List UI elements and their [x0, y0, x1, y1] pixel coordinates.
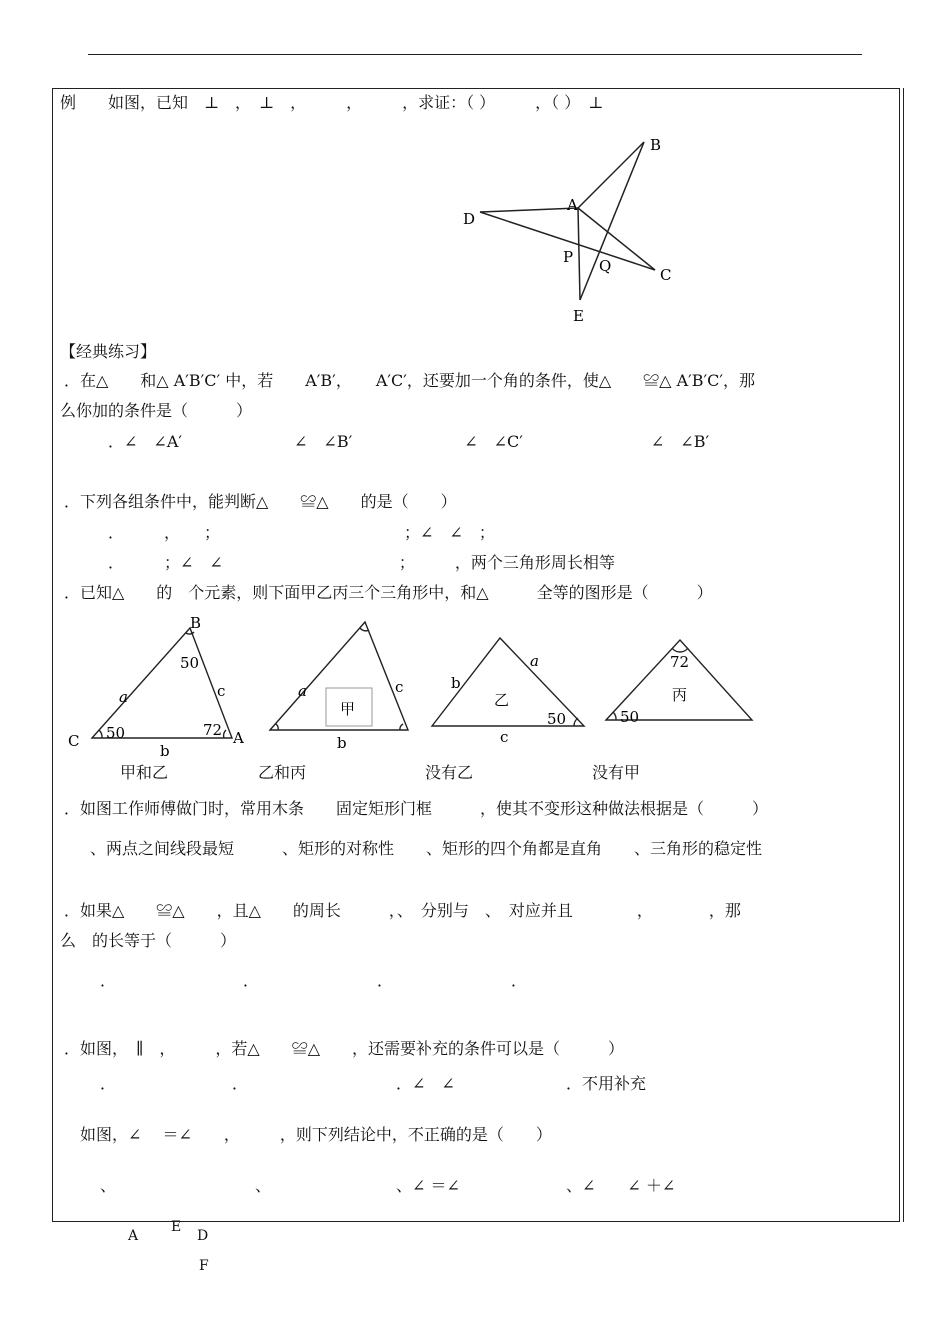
label-E: E — [573, 307, 584, 325]
t1-label-C: C — [68, 732, 80, 750]
q1-options: ．∠ ∠A′ ∠ ∠B′ ∠ ∠C′ ∠ ∠B′ — [108, 432, 710, 451]
t3-side-a: a — [530, 652, 539, 670]
example-statement: 例 如图，已知 ⊥ ， ⊥ ， ， ，求证：（ ） ，（ ） ⊥ — [60, 93, 604, 112]
example-figure — [440, 130, 700, 330]
bottom-label-D: D — [197, 1228, 209, 1244]
t3-angle: 50 — [547, 710, 567, 728]
q5-option-2: ． — [243, 971, 260, 990]
t1-angle-A: 72 — [203, 721, 223, 739]
t3-side-b: b — [451, 674, 461, 692]
q7-option-4: 、∠ ∠ ＋∠ — [566, 1176, 676, 1195]
q5-stem-cont: 么 的长等于（ ） — [60, 931, 237, 950]
segment-BE — [580, 142, 644, 300]
q4-stem: ．如图工作师傅做门时，常用木条 固定矩形门框 ，使其不变形这种做法根据是（ ） — [64, 799, 769, 818]
q5-option-1: ． — [100, 971, 117, 990]
q1-stem: ．在△ 和△ A′B′C′ 中，若 A′B′， A′C′，还要加一个角的条件，使△ ≌△ A′B′C′，那 — [64, 371, 756, 390]
q5-option-4: ． — [511, 971, 528, 990]
t2-name: 甲 — [340, 700, 356, 718]
q6-stem: ．如图， ∥ ， ，若△ ≌△ ，还需要补充的条件可以是（ ） — [64, 1039, 625, 1058]
label-A: A — [567, 196, 578, 214]
q2-options-row2: ． ；∠ ∠ ； ，两个三角形周长相等 — [108, 553, 615, 572]
q3-option-4: 没有甲 — [592, 763, 641, 782]
t1-angle-C: 50 — [106, 724, 126, 742]
label-D: D — [463, 210, 476, 228]
section-title: 【经典练习】 — [60, 342, 157, 361]
segment-AC — [578, 208, 655, 270]
q7-option-2: 、 — [255, 1176, 272, 1195]
q3-option-1: 甲和乙 — [120, 763, 169, 782]
q4-options: 、两点之间线段最短 、矩形的对称性 、矩形的四个角都是直角 、三角形的稳定性 — [90, 839, 763, 858]
t1-side-b: b — [160, 742, 170, 758]
segment-AE — [578, 208, 580, 300]
bottom-label-A: A — [128, 1228, 139, 1244]
t1-side-c: c — [217, 682, 226, 700]
q3-triangles-figure — [60, 608, 770, 758]
q3-option-3: 没有乙 — [425, 763, 474, 782]
label-B: B — [650, 136, 662, 154]
q5-stem: ．如果△ ≌△ ，且△ 的周长 ，、 分别与 、 对应并且 ， ，那 — [64, 901, 741, 920]
label-C: C — [660, 266, 672, 284]
bottom-label-F: F — [199, 1258, 209, 1274]
t4-angle-left: 50 — [620, 708, 640, 726]
label-P: P — [563, 248, 574, 266]
t4-angle-top: 72 — [670, 653, 690, 671]
q5-option-3: ． — [377, 971, 394, 990]
q6-option-2: ． — [232, 1074, 249, 1093]
segment-DA — [480, 208, 578, 212]
t2-side-a: a — [298, 682, 307, 700]
t1-angle-B: 50 — [180, 654, 200, 672]
t1-side-a: a — [119, 688, 128, 706]
t2-side-b: b — [337, 734, 347, 752]
q1-stem-cont: 么你加的条件是（ ） — [60, 401, 253, 420]
q3-stem: ．已知△ 的 个元素，则下面甲乙丙三个三角形中，和△ 全等的图形是（ ） — [64, 583, 713, 602]
t4-name: 丙 — [672, 686, 688, 704]
header-rule — [88, 54, 862, 55]
t1-label-A: A — [233, 729, 244, 747]
q2-options-row1: ． ， ； ；∠ ∠ ； — [108, 523, 495, 542]
q6-option-1: ． — [100, 1074, 117, 1093]
bottom-label-E: E — [171, 1219, 182, 1235]
t3-name: 乙 — [494, 691, 510, 709]
frame-double-edge — [903, 88, 904, 1222]
q6-option-4: ．不用补充 — [566, 1074, 647, 1093]
q7-stem: 如图，∠ ＝∠ ， ，则下列结论中，不正确的是（ ） — [80, 1125, 552, 1144]
q2-stem: ．下列各组条件中，能判断△ ≌△ 的是（ ） — [64, 492, 457, 511]
q6-option-3: ．∠ ∠ — [396, 1074, 455, 1093]
t3-side-c: c — [500, 728, 509, 746]
q7-option-1: 、 — [100, 1176, 117, 1195]
label-Q: Q — [599, 257, 612, 275]
q3-option-2: 乙和丙 — [258, 763, 307, 782]
t1-label-B: B — [190, 614, 202, 632]
t2-side-c: c — [395, 678, 404, 696]
segment-AB — [578, 142, 644, 208]
q7-option-3: 、∠ ＝∠ — [396, 1176, 460, 1195]
